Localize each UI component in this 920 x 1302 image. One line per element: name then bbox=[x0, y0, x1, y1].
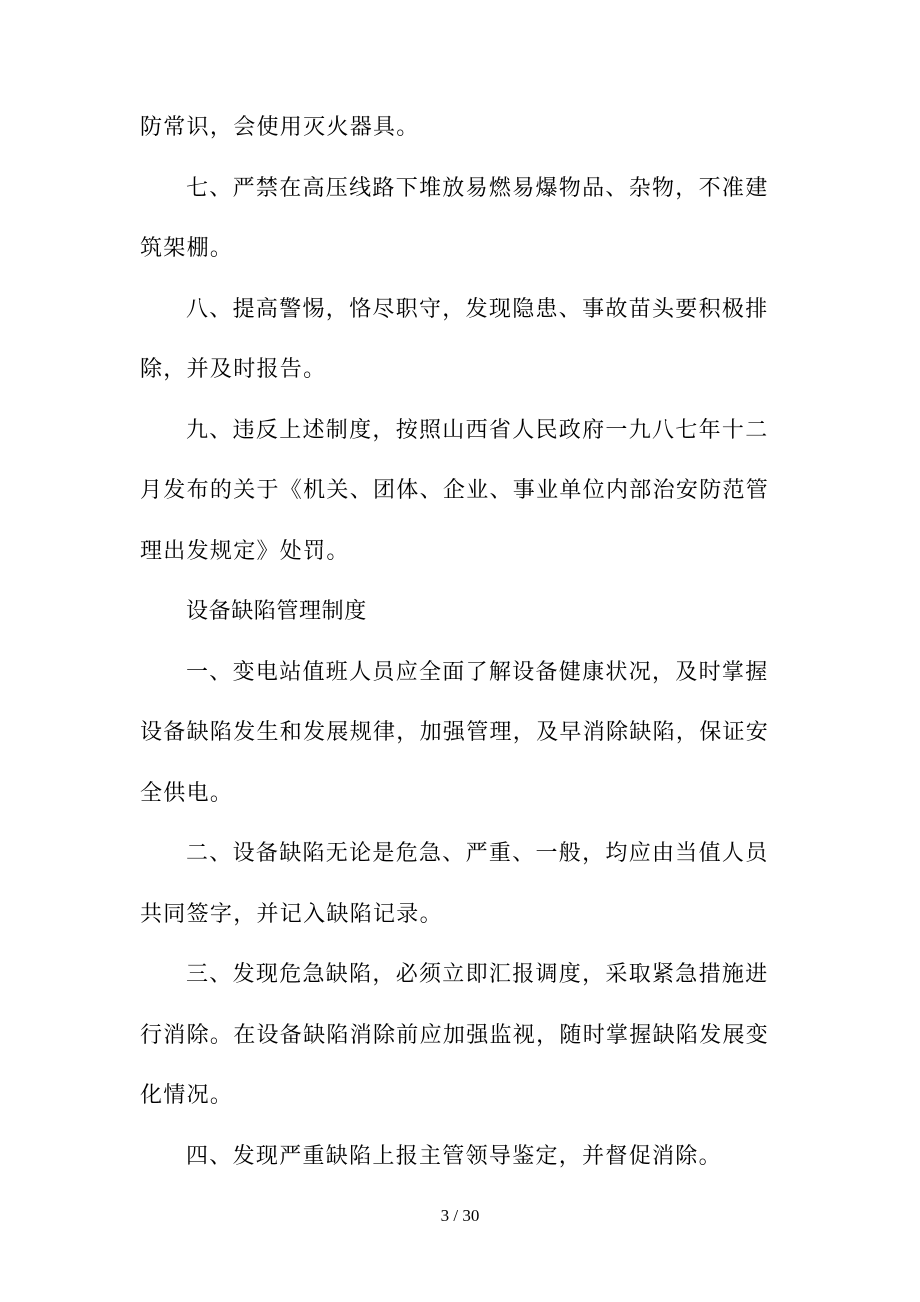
text-line: 共同签字，并记入缺陷记录。 bbox=[140, 901, 443, 927]
page-number: 3 / 30 bbox=[440, 1206, 480, 1225]
text-line: 九、违反上述制度，按照山西省人民政府一九八七年十二 bbox=[186, 417, 769, 443]
text-line: 八、提高警惕，恪尽职守，发现隐患、事故苗头要积极排 bbox=[186, 296, 769, 322]
text-line: 筑架棚。 bbox=[140, 236, 234, 261]
text-line: 全供电。 bbox=[140, 780, 234, 806]
text-line: 一、变电站值班人员应全面了解设备健康状况，及时掌握 bbox=[186, 659, 769, 685]
text-line: 除，并及时报告。 bbox=[140, 357, 327, 382]
text-line: 二、设备缺陷无论是危急、严重、一般，均应由当值人员 bbox=[186, 841, 769, 866]
text-line: 化情况。 bbox=[140, 1083, 234, 1108]
text-line: 设备缺陷发生和发展规律，加强管理，及早消除缺陷，保证安 bbox=[140, 720, 770, 745]
text-line: 防常识，会使用灭火器具。 bbox=[140, 115, 420, 140]
text-line: 月发布的关于《机关、团体、企业、事业单位内部治安防范管 bbox=[140, 478, 770, 503]
text-line: 行消除。在设备缺陷消除前应加强监视，随时掌握缺陷发展变 bbox=[140, 1022, 770, 1048]
text-line: 理出发规定》处罚。 bbox=[140, 538, 350, 564]
text-line: 三、发现危急缺陷，必须立即汇报调度，采取紧急措施进 bbox=[186, 962, 769, 987]
document-body bbox=[140, 98, 770, 1187]
section-heading: 设备缺陷管理制度 bbox=[186, 599, 367, 624]
text-line: 七、严禁在高压线路下堆放易燃易爆物品、杂物，不准建 bbox=[186, 175, 769, 201]
text-line: 四、发现严重缺陷上报主管领导鉴定，并督促消除。 bbox=[186, 1143, 722, 1169]
